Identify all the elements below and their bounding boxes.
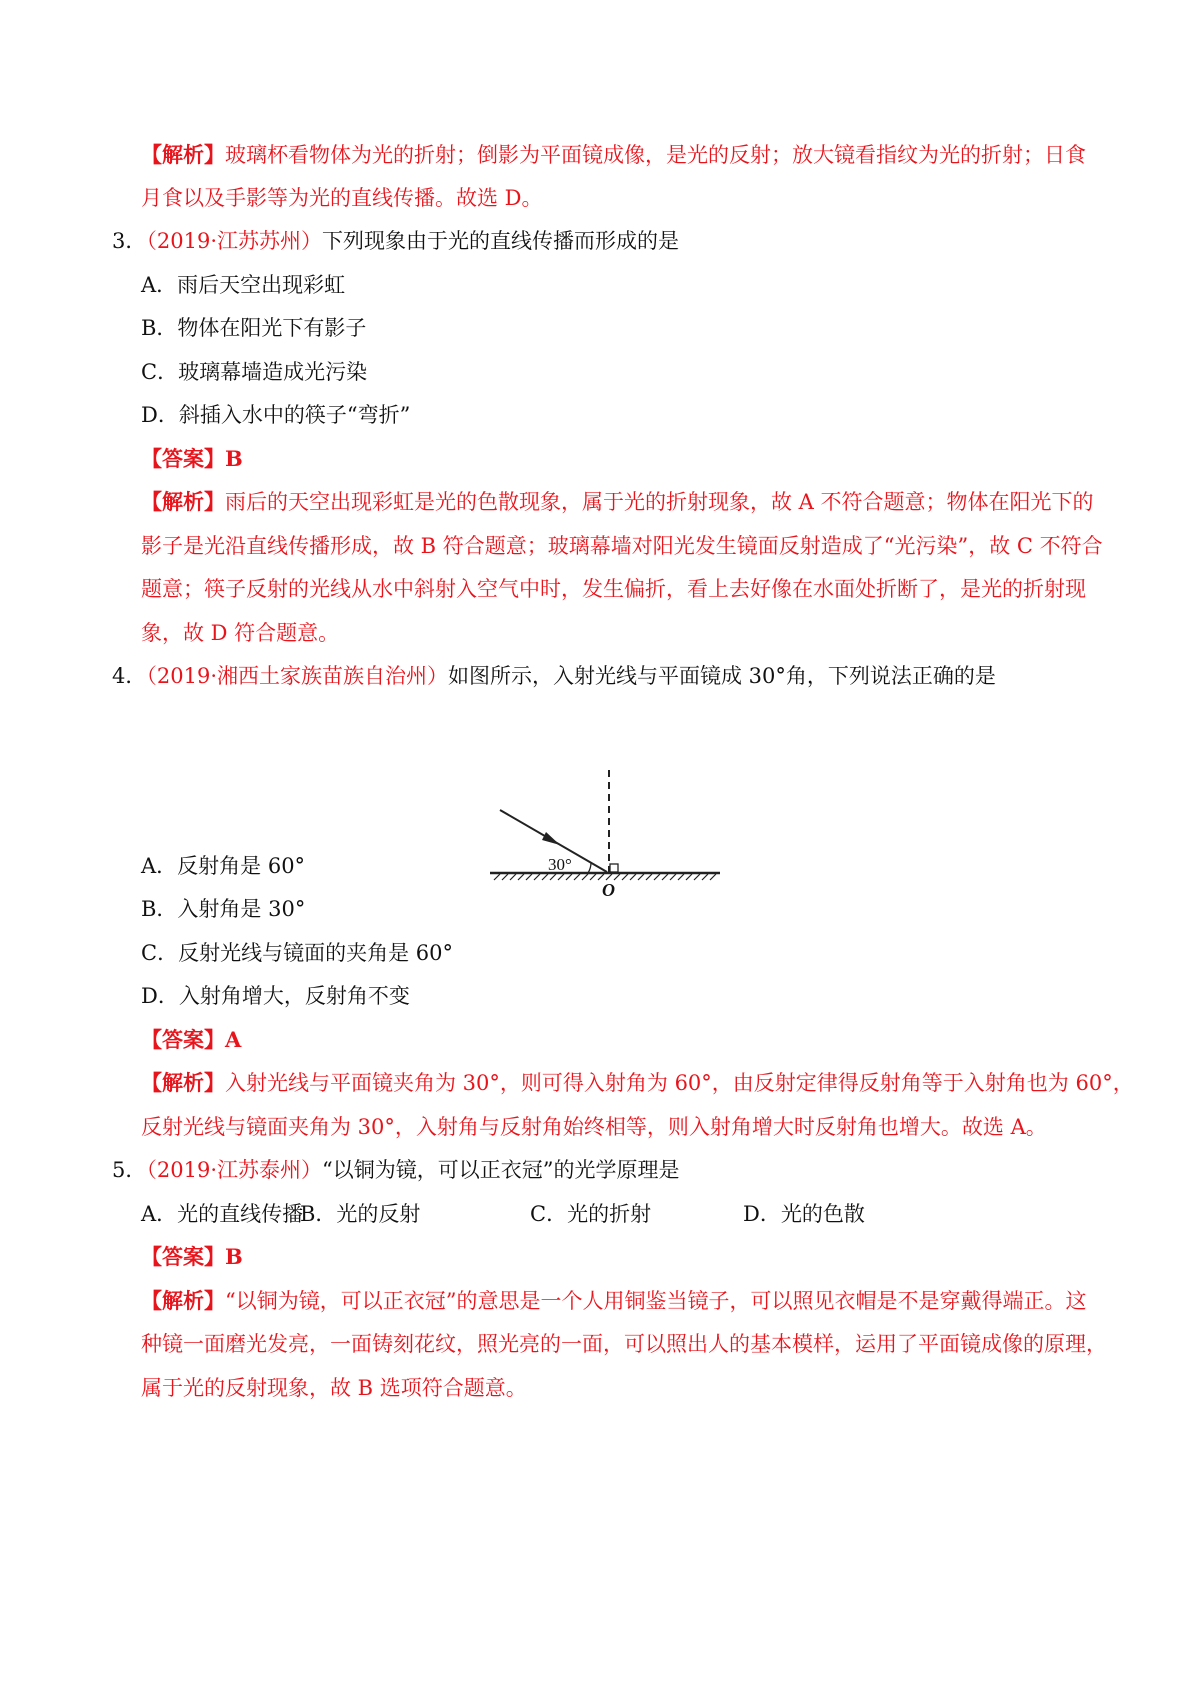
analysis-line: 象，故 D 符合题意。: [141, 621, 340, 645]
option-c: C．光的折射: [530, 1202, 652, 1226]
analysis-line: 【解析】玻璃杯看物体为光的折射；倒影为平面镜成像，是光的反射；放大镜看指纹为光的折射；日食: [141, 142, 1086, 167]
analysis-line: 【解析】入射光线与平面镜夹角为 30°，则可得入射角为 60°，由反射定律得反射角等于入射角也为 60°，: [141, 1070, 1134, 1095]
point-label: O: [602, 880, 615, 900]
option-b: B．光的反射: [300, 1202, 421, 1226]
question-text: 下列现象由于光的直线传播而形成的是: [322, 229, 679, 253]
analysis-label: 【解析】: [141, 1288, 225, 1313]
option-d: D．斜插入水中的筷子“弯折”: [141, 403, 411, 427]
option-a: A．雨后天空出现彩虹: [141, 273, 346, 297]
option-b: B．入射角是 30°: [141, 897, 306, 921]
question-number: 5．: [112, 1158, 147, 1182]
answer-value: A: [225, 1027, 242, 1052]
angle-arc: [588, 862, 591, 873]
analysis-label: 【解析】: [141, 1070, 225, 1095]
reflection-diagram: [490, 770, 730, 905]
answer-line: [141, 1025, 241, 1055]
option-a: A．光的直线传播: [141, 1202, 304, 1226]
analysis-label: 【解析】: [141, 489, 225, 514]
analysis-line: 【解析】雨后的天空出现彩虹是光的色散现象，属于光的折射现象，故 A 不符合题意；物体在阳光下的: [141, 489, 1094, 514]
analysis-line: 月食以及手影等为光的直线传播。故选 D。: [141, 186, 543, 210]
option-c: C．玻璃幕墙造成光污染: [141, 360, 368, 384]
question-4-stem: [112, 661, 996, 691]
analysis-line: 种镜一面磨光发亮，一面铸刻花纹，照光亮的一面，可以照出人的基本模样，运用了平面镜成像的原理，: [141, 1332, 1107, 1356]
question-text: “以铜为镜，可以正衣冠”的光学原理是: [322, 1158, 680, 1182]
option-b: B．物体在阳光下有影子: [141, 316, 367, 340]
question-source: （2019·江苏泰州）: [146, 1158, 322, 1182]
option-c: C．反射光线与镜面的夹角是 60°: [141, 941, 453, 965]
analysis-label: 【解析】: [141, 142, 225, 167]
analysis-line: 题意；筷子反射的光线从水中斜射入空气中时，发生偏折，看上去好像在水面处折断了，是光的折射现: [141, 577, 1086, 601]
answer-label: 【答案】: [141, 1244, 225, 1269]
option-d: D．入射角增大，反射角不变: [141, 984, 410, 1008]
question-source: （2019·湘西土家族苗族自治州）: [146, 664, 448, 688]
answer-line: [141, 1242, 243, 1272]
answer-label: 【答案】: [141, 446, 225, 471]
option-a: A．反射角是 60°: [141, 854, 306, 878]
question-5-stem: [112, 1155, 679, 1185]
analysis-line: 影子是光沿直线传播形成，故 B 符合题意；玻璃幕墙对阳光发生镜面反射造成了“光污染”，故 C 不符合: [141, 534, 1103, 558]
angle-label: 30°: [548, 855, 572, 874]
arrow-icon: [542, 832, 560, 845]
question-number: 3．: [112, 229, 147, 253]
answer-value: B: [225, 1244, 243, 1269]
question-number: 4．: [112, 664, 147, 688]
answer-label: 【答案】: [141, 1027, 225, 1052]
analysis-line: 反射光线与镜面夹角为 30°，入射角与反射角始终相等，则入射角增大时反射角也增大。故选 A。: [141, 1115, 1047, 1139]
right-angle-mark: [610, 864, 618, 872]
question-text: 如图所示，入射光线与平面镜成 30°角，下列说法正确的是: [448, 664, 996, 688]
answer-value: B: [225, 446, 243, 471]
answer-line: [141, 444, 243, 474]
question-3-stem: [112, 226, 679, 256]
question-source: （2019·江苏苏州）: [146, 229, 322, 253]
option-d: D．光的色散: [743, 1202, 865, 1226]
analysis-line: 属于光的反射现象，故 B 选项符合题意。: [141, 1376, 527, 1400]
analysis-line: 【解析】“以铜为镜，可以正衣冠”的意思是一个人用铜鉴当镜子，可以照见衣帽是不是穿戴得端正。这: [141, 1288, 1087, 1313]
